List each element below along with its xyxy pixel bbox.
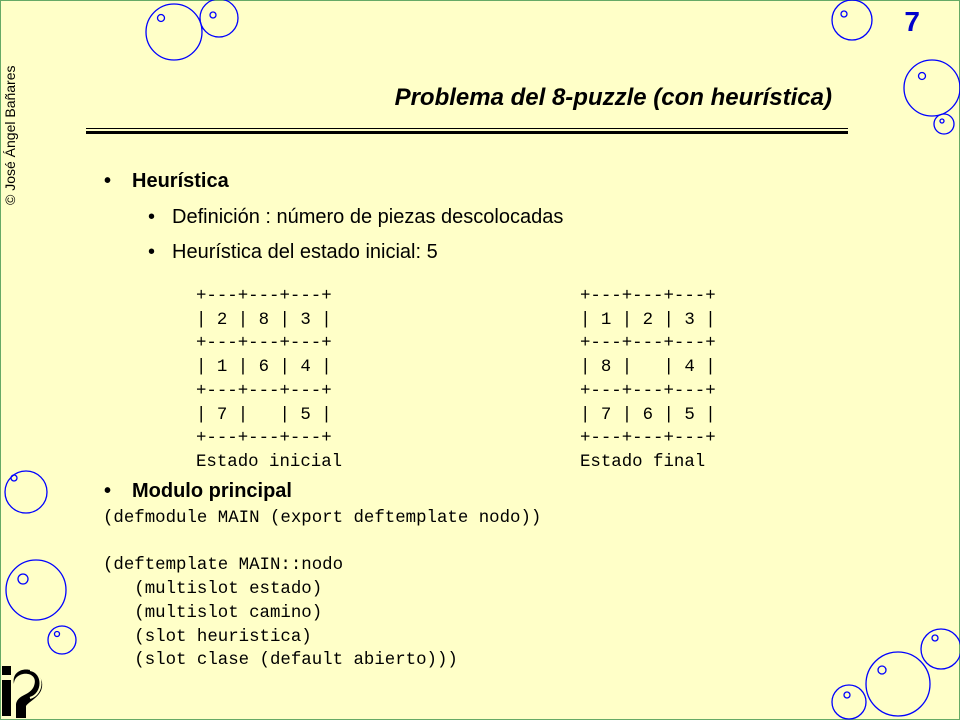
bullet-heuristica [104, 170, 229, 193]
tile: 3 [684, 310, 695, 330]
bubble [210, 12, 216, 18]
tile: 1 [216, 358, 228, 378]
bubble [18, 574, 28, 584]
bubble [832, 0, 872, 40]
bubble [940, 119, 944, 123]
bubble [919, 73, 926, 80]
grid-border: +---+---+---+ [196, 381, 332, 401]
code-line: (slot clase (default abierto))) [103, 651, 458, 671]
bubble [934, 114, 954, 134]
code-line: (defmodule MAIN (export deftemplate nodo)) [103, 509, 542, 528]
code-block [103, 507, 541, 673]
tile [643, 358, 653, 377]
copyright-text: © José Ángel Bañares [2, 65, 18, 205]
bubble [878, 666, 886, 674]
grid-border: +---+---+---+ [580, 429, 716, 449]
bubble [48, 626, 76, 654]
tile: 2 [216, 310, 228, 330]
title-rule [86, 128, 848, 134]
bullet-text: Heurística del estado inicial: 5 [172, 241, 438, 263]
bubble [921, 629, 960, 669]
grid-row: | 1 | 2 | 3 | [580, 310, 716, 330]
tile: 8 [258, 310, 270, 330]
tile [259, 406, 269, 425]
bubble [11, 475, 17, 481]
tile: 6 [642, 405, 654, 425]
grid-row: | 7 | | 5 | [196, 405, 332, 425]
bubble [932, 635, 938, 641]
grid-border: +---+---+---+ [196, 287, 332, 306]
bubble [866, 652, 930, 716]
grid-border: +---+---+---+ [580, 381, 716, 401]
bubble [841, 11, 847, 17]
bubble [200, 0, 238, 37]
initial-state-grid [196, 285, 342, 475]
grid-row: | 1 | 6 | 4 | [196, 358, 332, 378]
grid-border: +---+---+---+ [196, 334, 332, 354]
bullet-definicion [148, 206, 563, 229]
grid-border: +---+---+---+ [580, 287, 716, 306]
grid-row: | 2 | 8 | 3 | [196, 310, 332, 330]
grid-border: +---+---+---+ [580, 334, 716, 354]
grid-row: | 8 | | 4 | [580, 358, 716, 378]
tile: 8 [600, 358, 612, 378]
tile: 4 [684, 358, 695, 378]
bubble [55, 632, 60, 637]
tile: 7 [600, 405, 612, 425]
bubble [844, 692, 850, 698]
bubble [832, 685, 866, 719]
bubble [158, 15, 165, 22]
tile: 7 [216, 405, 228, 425]
bullet-text: Modulo principal [132, 480, 292, 502]
grid-caption: Estado final [580, 452, 706, 472]
code-line: (slot heuristica) [103, 627, 312, 647]
tile: 1 [600, 310, 612, 330]
bullet-text: Definición : número de piezas descolocadas [172, 206, 564, 228]
tile: 2 [642, 310, 654, 330]
bullet-dot: • [104, 480, 112, 502]
bullet-dot: • [104, 170, 112, 192]
tile: 3 [300, 310, 311, 330]
bubble [146, 4, 202, 60]
bullet-heuristica-inicial [148, 241, 438, 264]
code-line: (deftemplate MAIN::nodo [103, 556, 344, 576]
bullet-dot: • [148, 206, 156, 228]
page-number: 7 [904, 6, 920, 37]
bubble [904, 60, 960, 116]
code-line: (multislot estado) [103, 580, 323, 600]
university-logo-icon [0, 660, 44, 720]
grid-row: | 7 | 6 | 5 | [580, 405, 716, 425]
bubble [6, 560, 66, 620]
tile: 5 [684, 405, 695, 425]
tile: 6 [258, 358, 270, 378]
bullet-dot: • [148, 241, 156, 263]
slide-title: Problema del 8-puzzle (con heurística) [394, 84, 832, 111]
grid-border: +---+---+---+ [196, 429, 332, 449]
bullet-modulo [104, 480, 292, 503]
tile: 5 [300, 405, 311, 425]
grid-caption: Estado inicial [196, 452, 343, 472]
code-line: (multislot camino) [103, 603, 323, 623]
final-state-grid [580, 285, 716, 475]
bullet-text: Heurística [132, 170, 229, 192]
tile: 4 [300, 358, 311, 378]
